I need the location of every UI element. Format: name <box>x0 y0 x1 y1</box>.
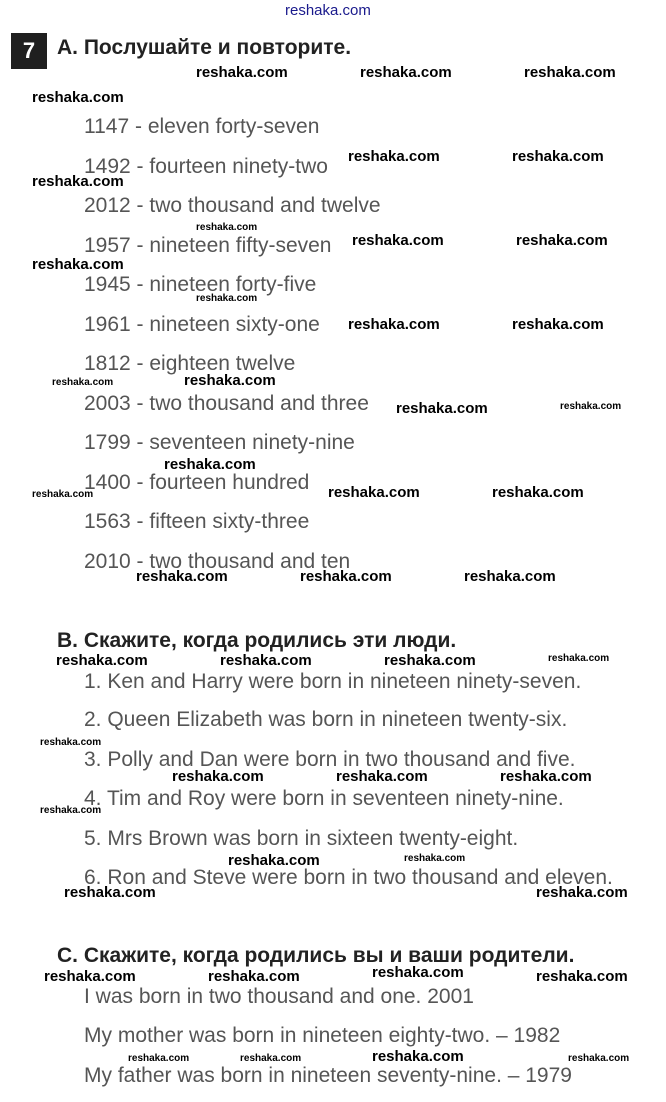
watermark: reshaka.com <box>40 737 102 748</box>
watermark: reshaka.com <box>348 316 440 333</box>
year-item: 1957 - nineteen fifty-seven <box>84 234 332 257</box>
watermark: reshaka.com <box>196 64 288 81</box>
watermark: reshaka.com <box>32 256 124 273</box>
watermark: reshaka.com <box>328 484 420 501</box>
exercise-number-badge: 7 <box>11 33 47 69</box>
watermark: reshaka.com <box>348 148 440 165</box>
watermark: reshaka.com <box>568 1053 630 1064</box>
year-item: 1945 - nineteen forty-five <box>84 273 317 296</box>
year-item: 1147 - eleven forty-seven <box>84 115 320 138</box>
watermark: reshaka.com <box>56 652 148 669</box>
sentence-item: 2. Queen Elizabeth was born in nineteen twenty-six. <box>84 708 568 731</box>
watermark: reshaka.com <box>516 232 608 249</box>
year-item: 2003 - two thousand and three <box>84 392 369 415</box>
watermark: reshaka.com <box>524 64 616 81</box>
watermark: reshaka.com <box>512 316 604 333</box>
sentence-item: 6. Ron and Steve were born in two thousand and eleven. <box>84 866 613 889</box>
watermark: reshaka.com <box>208 968 300 985</box>
watermark: reshaka.com <box>512 148 604 165</box>
year-item: 1799 - seventeen ninety-nine <box>84 431 355 454</box>
watermark: reshaka.com <box>32 173 124 190</box>
watermark: reshaka.com <box>40 805 102 816</box>
watermark: reshaka.com <box>172 768 264 785</box>
watermark: reshaka.com <box>52 377 114 388</box>
watermark: reshaka.com <box>536 884 628 901</box>
year-item: 1492 - fourteen ninety-two <box>84 155 328 178</box>
watermark: reshaka.com <box>360 64 452 81</box>
year-item: 1812 - eighteen twelve <box>84 352 296 375</box>
watermark: reshaka.com <box>164 456 256 473</box>
watermark: reshaka.com <box>372 1048 464 1065</box>
watermark: reshaka.com <box>352 232 444 249</box>
sentence-item: 5. Mrs Brown was born in sixteen twenty-eight. <box>84 827 519 850</box>
watermark: reshaka.com <box>464 568 556 585</box>
sentence-item: 4. Tim and Roy were born in seventeen ninety-nine. <box>84 787 564 810</box>
watermark: reshaka.com <box>184 372 276 389</box>
watermark: reshaka.com <box>396 400 488 417</box>
year-item: 2010 - two thousand and ten <box>84 550 351 573</box>
section-c-title: C. Скажите, когда родились вы и ваши родители. <box>57 944 575 967</box>
watermark: reshaka.com <box>228 852 320 869</box>
watermark: reshaka.com <box>196 222 258 233</box>
watermark: reshaka.com <box>128 1053 190 1064</box>
year-item: 1961 - nineteen sixty-one <box>84 313 320 336</box>
watermark: reshaka.com <box>44 968 136 985</box>
answer-item: I was born in two thousand and one. 2001 <box>84 985 474 1008</box>
answer-item: My father was born in nineteen seventy-nine. – 1979 <box>84 1064 572 1087</box>
answer-item: My mother was born in nineteen eighty-two. – 1982 <box>84 1024 561 1047</box>
watermark: reshaka.com <box>136 568 228 585</box>
watermark: reshaka.com <box>220 652 312 669</box>
watermark: reshaka.com <box>64 884 156 901</box>
year-item: 1563 - fifteen sixty-three <box>84 510 310 533</box>
watermark: reshaka.com <box>560 401 622 412</box>
watermark: reshaka.com <box>536 968 628 985</box>
watermark: reshaka.com <box>32 89 124 106</box>
watermark: reshaka.com <box>240 1053 302 1064</box>
year-item: 1400 - fourteen hundred <box>84 471 310 494</box>
site-banner[interactable]: reshaka.com <box>285 2 371 19</box>
watermark: reshaka.com <box>500 768 592 785</box>
watermark: reshaka.com <box>336 768 428 785</box>
watermark: reshaka.com <box>32 489 94 500</box>
watermark: reshaka.com <box>384 652 476 669</box>
watermark: reshaka.com <box>548 653 610 664</box>
section-b-title: B. Скажите, когда родились эти люди. <box>57 629 457 652</box>
watermark: reshaka.com <box>404 853 466 864</box>
section-a-title: A. Послушайте и повторите. <box>57 36 352 59</box>
year-item: 2012 - two thousand and twelve <box>84 194 381 217</box>
sentence-item: 3. Polly and Dan were born in two thousand and five. <box>84 748 576 771</box>
watermark: reshaka.com <box>492 484 584 501</box>
watermark: reshaka.com <box>300 568 392 585</box>
watermark: reshaka.com <box>196 293 258 304</box>
watermark: reshaka.com <box>372 964 464 981</box>
sentence-item: 1. Ken and Harry were born in nineteen ninety-seven. <box>84 670 582 693</box>
